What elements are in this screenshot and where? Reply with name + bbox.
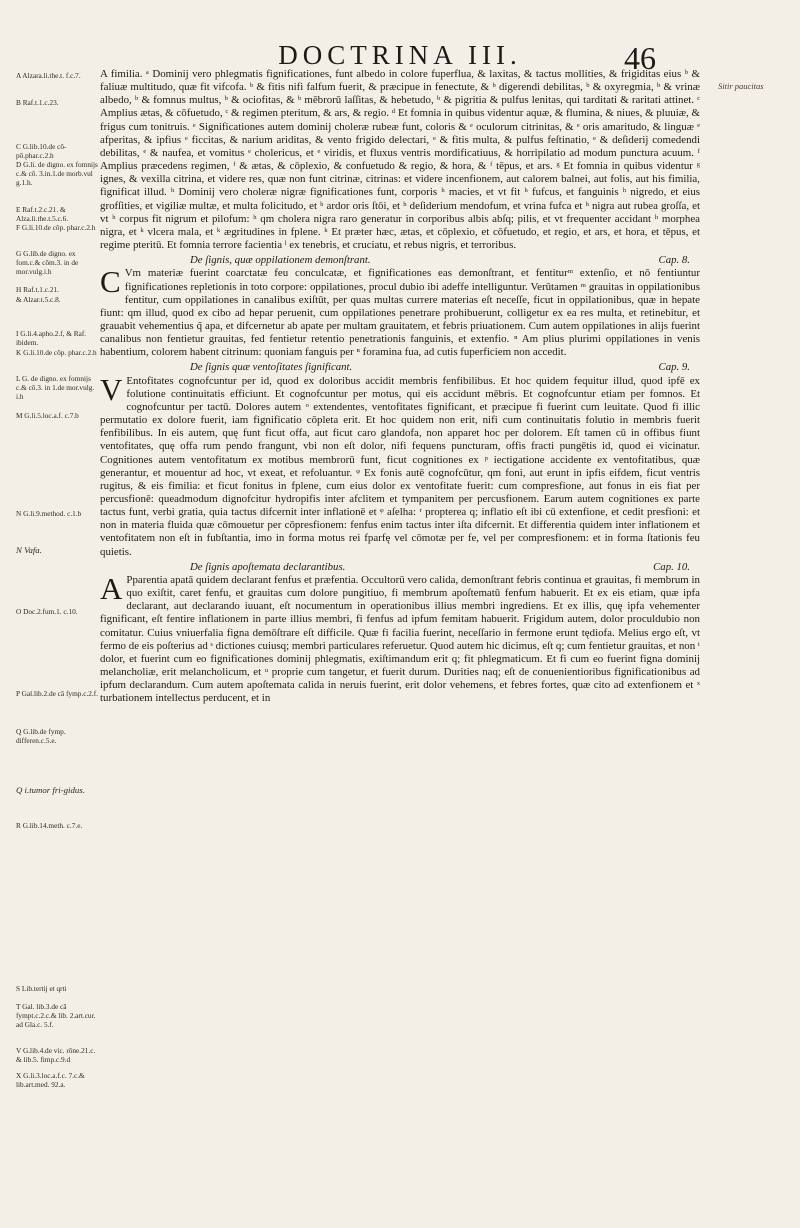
- paragraph-chapter-7-end: [100, 68, 700, 252]
- margin-note: I G.li.4.apho.2.f, & Raf. ibidem.: [16, 329, 87, 347]
- drop-cap: A: [100, 570, 123, 606]
- page-number: 46: [624, 40, 656, 76]
- paragraph-lead: A: [100, 68, 108, 80]
- paragraph-chapter-9: [100, 371, 700, 559]
- margin-note: M G.li.5.loc.a.f. c.7.b: [16, 411, 79, 420]
- left-margin-notes: [16, 72, 98, 1192]
- margin-note: P Gal.lib.2.de cā fymp.c.2.f.: [16, 689, 99, 698]
- paragraph-text: fimilia. ᵃ Dominij vero phlegmatis fignificationes, funt albedo in colore fuperflua, & laxitas, & tactus mollities, & frigiditas eius ᵇ & faliuæ multitudo, quæ fit vifcofa. ᵇ & fitis nifi falfum fuerit, & præcipue in fenectute, & ᵇ digerendi debilitas, ᵇ & oxyregmia, ᵇ & vrinæ albedo, ᵇ & fomnus multus, ᵇ & ociofitas, & ᵇ mēbrorū laſſitas, & hebetudo, ᵇ & pigritia & pulfus lenitas, qui tarditati & raritati attinet. ᶜ Amplius ætas, & cōfuetudo, ᶜ & regimen pteritum, & ars, & regio. ᵈ Et fomnia in quibus videntur aquæ, & flumina, & niues, & pluuiæ, & frigus cum tonitruis. ᵉ Significationes autem dominij choleræ rubeæ funt, coloris & ᵉ oculorum citrinitas, & ᵉ oris amaritudo, & linguæ ᵉ afperitas, & ipfius ᵉ ficcitas, & narium ariditas, & vento frigido delectari, ᵉ & fitis multa, & pulfus feſtinatio, ᵉ & deſiderij comedendi debilitas, ᵉ & naufea, et vomitus ᵉ cholericus, et ᵉ viridis, et fluxus ventris mordificatiuus, & horripilatio ad modum punctura acuum. ᶠ Amplius præcedens regimen, ᶠ & ætas, & cōplexio, & confuetudo & regio, & hora, & ᶠ tēpus, et ars. ᵍ Et fomnia in quibus videntur ᵍ ignes, & vexilla citrina, et videre res, quæ non funt citrinæ, citrinas: et videre incenfionem, aut calorem balnei, aut folis, aut his fimilia, fignificat illud. ʰ Dominij vero choleræ nigræ fignificationes funt, corporis ʰ macies, et vt fit ʰ fufcus, et fanguinis ʰ nigredo, et eius grofſities, et vigiliæ multæ, et multa folicitudo, et ʰ ardor oris ſtōi, et ʰ deſiderium mendofum, et vrina fufca et ʰ nigra aut rubea groſſa, et vt ʰ corpus fit nigrum et pilofum: ʰ qm cholera nigra raro generatur in corporibus albis abſq; pilis, et vt frequenter accidant ʰ morphea nigra, et ᵏ vlcera mala, et ᵏ ægritudines in fplene. ᵏ Et præter hæc, ætas, et cōplexio, et cōfuetudo, et regio, et ars, et hora, et tēpus, et regime pteritū. Et fomnia terrore facientia ˡ ex tenebris, et cruciatu, et rebus nigris, et terroribus.: [100, 68, 700, 252]
- chapter-title: De ſignis quæ ventoſitates ſignificant.: [190, 361, 353, 374]
- margin-note: L G. de digno. ex fomnijs c.& cō.3. in 1.de mor.vulg. i.h: [16, 374, 95, 401]
- handwritten-margin-note: Sitir paucitas: [718, 81, 764, 91]
- paragraph-chapter-8: [100, 264, 700, 359]
- running-header-title: DOCTRINA III.: [278, 40, 522, 70]
- paragraph-text: Vm materiæ fuerint coarctatæ feu conculcatæ, et fignificationes eas demonſtrant, et fentiturᵐ extenſio, et nō fentiuntur fignificationes repletionis in toto corpore: oppilationes, procul dubio ibi adeffe intelliguntur. Verūtamen ᵐ grauitas in oppilationibus fentitur, cum oppilationes in canalibus exiſtūt, per quas multas currere materias eſt neceſſe, ficut in oppilationibus, quæ in hepate fiunt: qm illud, quod ex cibo ad hepar peruenit, cum oppilationes penetrare prohibuerunt, colligetur ex ea res multa, et retinebitur, et grauabit vehementius q̃ apa, et difcernetur ab apate per multam grauitatem, et febris priuationem. Cum autem oppilationes in alijs fuerint canalibus non fentietur grauitas, fed fentietur retentio penetrationis fanguinis, et extenfio. ⁿ Am plius plurimi oppilationes in venis habentium, colorem habent citrinum: quoniam fanguis per ⁿ foramina fua, ad cutis fuperficiem non accedit.: [100, 267, 700, 359]
- margin-note: H Raf.t.1.c.21.: [16, 285, 59, 294]
- main-text-column: [100, 68, 700, 1208]
- chapter-number: Cap. 8.: [658, 254, 690, 267]
- margin-note: F G.li.10.de cōp. phar.c.2.h: [16, 223, 96, 232]
- margin-note: E Raf.t.2.c.21. & Alza.li.the.t.5.c.6.: [16, 205, 69, 223]
- chapter-number: Cap. 9.: [658, 361, 690, 374]
- paragraph-text: Entofitates cognofcuntur per id, quod ex doloribus accidit membris fenfibilibus. Et hoc quidem fequitur illud, quod ipfē ex folutione continuitatis efficiunt. Et cognofcuntur per motus, qui eis accidunt mēbris. Et cognofcuntur etiam per fomnos. Et cognofcuntur per tactū. Dolores autem ᵒ extendentes, ventofitates fignificant, et præcipue fi fuerint cum leuitate. Quod fi illic permutatio ex dolore fuerit, iam fignificatio cōpleta erit. Et hoc quidem non erit, nifi cum continuitatis folutio in membris fuerit fenfibilibus. In eis autem, quę funt ficut offa, aut ficut carο glandofa, non apparet hoc per dolorem. Eſt tamen cū in offibus fiunt ventofitates, quę offa rum pendo frangunt, vbi non eſt dolor, nifi fequens puncturam, offis fracti pungētis id, quod ei vicinatur. Cognitiones autem ventofitatum ex motibus membrorū funt, ficut cognitiones ex ᵖ iectigatione accidente ex ventofitatibus, quæ generantur, et mouentur ad hoc, vt exeat, et refoluantur. ᵠ Ex fonis autē cognofcūtur, qm foni, aut erunt in ipfis eifdem, ficut ventris rugitus, & eis fimilia: et ficut fonitus in fplene, cum eius dolor ex ventofitate fuerit: cum compresfione, aut fonus in eis fiat per percusfionē: queadmodum dignofcitur hydropifis inter afclitem et tympanitem per percusfionem. Earum autem cognitiones ex parte tactus funt, verbi gratia, quia tactus difcernit inter inflationē et ᵠ aſelha: ʳ propterea q; inflatio eſt ibi cū extenfione, et cedit presfioni: et non in materia fluida quæ cōmouetur per cōpresfionem: fenfus enim tactus inter iſta difcernit. Et differentia quidem inter inflationem et ventofitatem non eſt in fubſtantia, imo in forma motus rei fparfę vel cōmotæ per fe, vel per compresfionem: et in forma ſtationis feu quietis.: [100, 374, 700, 558]
- chapter-title: De ſignis, quæ oppilationem demonſtrant.: [190, 254, 371, 267]
- margin-note: A Alzara.li.the.t. f.c.7.: [16, 71, 81, 80]
- margin-note: G G.lib.de digno. ex fom.c.& cōm.3. in de mor.vulg.i.h: [16, 249, 79, 276]
- paragraph-chapter-10: [100, 570, 700, 706]
- margin-note: C G.lib.10.de cō-pō.phar.c.2.h: [16, 142, 67, 160]
- drop-cap: C: [100, 264, 121, 300]
- chapter-number: Cap. 10.: [653, 560, 690, 573]
- margin-note: R G.lib.14.meth. c.7.e.: [16, 821, 83, 830]
- margin-note: V G.lib.4.de vic. rōne.21.c. & lib.5. fimp.c.9.d: [16, 1046, 96, 1064]
- margin-note: S Lib.tertij et qrti: [16, 984, 67, 993]
- chapter-heading: [100, 254, 700, 267]
- margin-note: N Vafa.: [16, 545, 42, 555]
- chapter-title: De ſignis apoſtemata declarantibus.: [190, 560, 346, 573]
- margin-note: X G.li.3.loc.a.f.c. 7.c.& lib.art.med. 92.a.: [16, 1071, 85, 1089]
- paragraph-text: Pparentia apatā quidem declarant fenfus et præfentia. Occultorū vero calida, demonſtrant febris continua et grauitas, fi membrum in quo exiſtit, caret fenfu, et grauitas cum dolore pungitiuo, fi membrum apoſtematū fenfum habuerit. Et ex eis etiam, quæ ipfa declarant, aut declarando iuuant, eſt nocumentum in operationibus illius membri ingrediens. Et ex illis, quę ipfa vehementer fignificant, eſt fentire inflationem in parte illius membri, fi fenfus ad ipfum femitam habuerit. Frigidum autem, dolor proculdubio non comitatur. Cuius vniuerfalia figna demōſtrare eſt difficile. Quæ fi facilia fuerint, neceſſario in fermone erunt tędiofa. Melius ergo eſt, vt fermo de eis poſterius ad ˢ dictiones cuiusq; membri particulares referuetur. Quod autem hic dicimus, eſt q; cum fentietur grauitas, et non ᵗ dolor, et fuerint cum eo fignificationes dominij phlegmatis, exiſtimandum erit q; fit phlegmaticum. Et fi cum eo fuerint figna dominij melancholiæ, erit melancholicum, et ᵘ proprie cum tangetur, et fuerit durum. Durities naq; eſt de conuenientioribus fignificationibus ad ipfum declarandum. Cum autem apoſtemata calida in neruis fuerint, erit dolor vehemens, et febres fortes, quæ cito ad extenfionem et ˣ turbationem intellectus perducent, et in: [100, 573, 700, 705]
- margin-note: K G.li.10.de cōp. phar.c.2.h: [16, 348, 97, 357]
- margin-note: Q G.lib.de fymp. differen.c.5.e.: [16, 727, 66, 745]
- chapter-heading: [100, 361, 700, 374]
- chapter-heading: [100, 561, 700, 574]
- drop-cap: V: [100, 371, 123, 407]
- margin-note: Q i.tumor fri-gidus.: [16, 785, 85, 795]
- margin-note: N G.li.9.method. c.1.b: [16, 509, 82, 518]
- margin-note: & Alzar.t.5.c.8.: [16, 295, 61, 304]
- margin-note: O Doc.2.fum.1. c.10.: [16, 607, 78, 616]
- margin-note: T Gal. lib.3.de cā fympt.c.2.c.& lib. 2.art.cur. ad Gla.c. 5.f.: [16, 1002, 96, 1029]
- margin-note: D G.li. de digno. ex fomnijs c.& cō. 3.in.1.de morb.vul g.1.h.: [16, 160, 98, 187]
- margin-note: B Raf.t.1.c.23.: [16, 98, 59, 107]
